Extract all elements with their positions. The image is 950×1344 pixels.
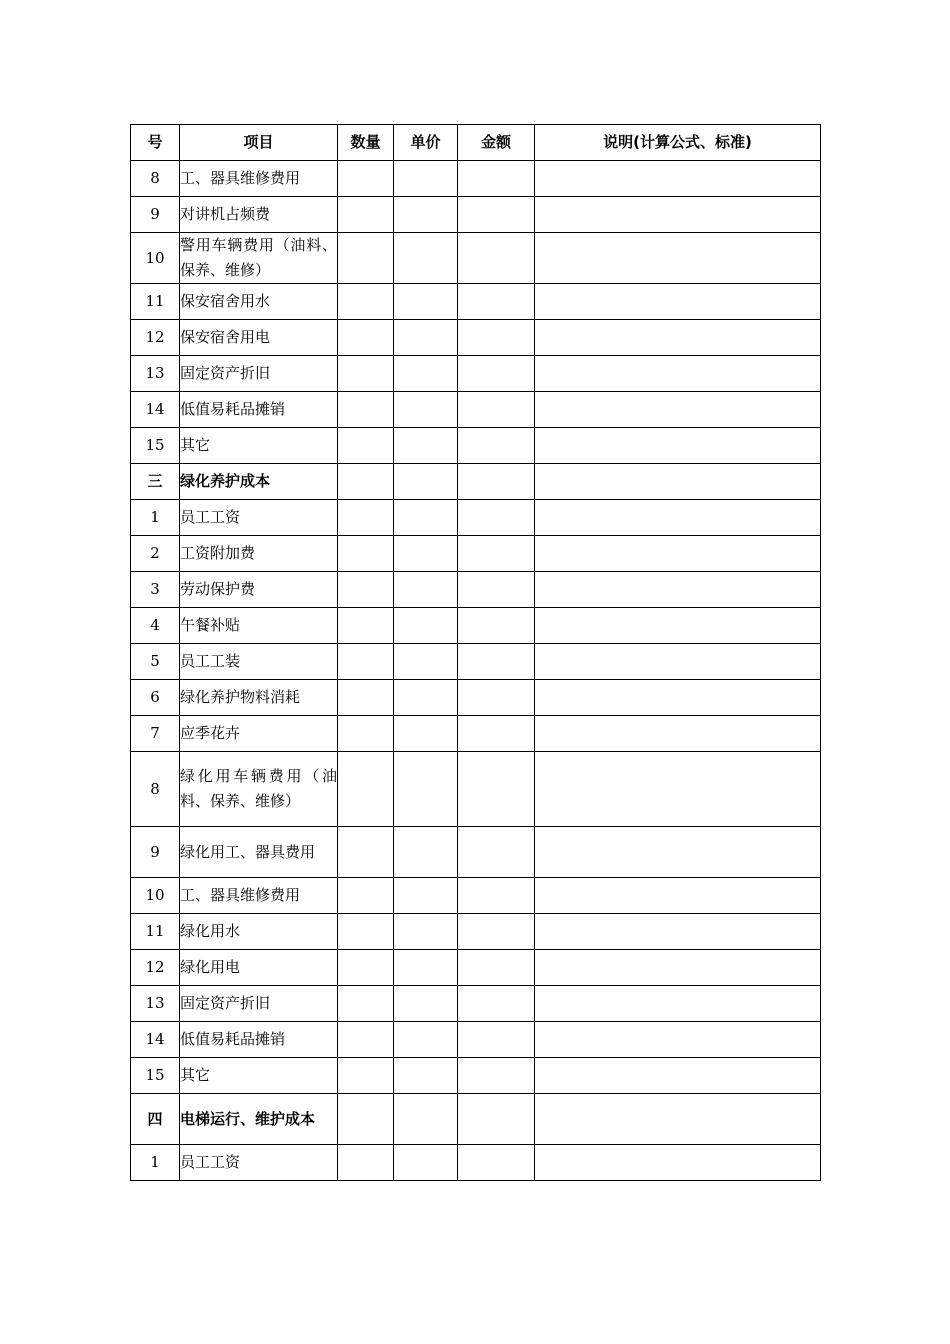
cell-note[interactable] — [535, 878, 821, 914]
cell-unit-price[interactable] — [394, 1058, 458, 1094]
cost-table — [130, 124, 821, 1181]
cell-note[interactable] — [535, 233, 821, 284]
table-row — [131, 572, 821, 608]
cell-note[interactable] — [535, 827, 821, 878]
cell-qty[interactable] — [338, 428, 394, 464]
cell-qty[interactable] — [338, 1094, 394, 1145]
cell-qty[interactable] — [338, 608, 394, 644]
row-item: 保安宿舍用电 — [180, 320, 338, 356]
cell-qty[interactable] — [338, 752, 394, 827]
row-no: 2 — [131, 536, 180, 572]
cell-unit-price[interactable] — [394, 536, 458, 572]
table-header-row — [131, 125, 821, 161]
cell-amount[interactable] — [458, 1094, 535, 1145]
section-row — [131, 1094, 821, 1145]
row-item: 工、器具维修费用 — [180, 878, 338, 914]
row-item: 固定资产折旧 — [180, 986, 338, 1022]
row-no: 13 — [131, 986, 180, 1022]
cell-unit-price[interactable] — [394, 716, 458, 752]
cell-unit-price[interactable] — [394, 1094, 458, 1145]
cell-unit-price[interactable] — [394, 644, 458, 680]
header-no: 号 — [131, 125, 180, 161]
cell-amount[interactable] — [458, 986, 535, 1022]
row-item: 劳动保护费 — [180, 572, 338, 608]
row-item: 低值易耗品摊销 — [180, 1022, 338, 1058]
cell-amount[interactable] — [458, 1058, 535, 1094]
row-no: 8 — [131, 752, 180, 827]
cell-qty[interactable] — [338, 464, 394, 500]
row-item: 员工工资 — [180, 1145, 338, 1181]
cell-unit-price[interactable] — [394, 986, 458, 1022]
header-qty: 数量 — [338, 125, 394, 161]
row-item: 员工工装 — [180, 644, 338, 680]
cell-qty[interactable] — [338, 986, 394, 1022]
cell-unit-price[interactable] — [394, 356, 458, 392]
cell-amount[interactable] — [458, 197, 535, 233]
header-amount: 金额 — [458, 125, 535, 161]
row-item: 固定资产折旧 — [180, 356, 338, 392]
table-row — [131, 1022, 821, 1058]
cell-qty[interactable] — [338, 161, 394, 197]
section-title: 绿化养护成本 — [180, 464, 338, 500]
cell-qty[interactable] — [338, 356, 394, 392]
table-row — [131, 644, 821, 680]
row-no: 12 — [131, 320, 180, 356]
cell-amount[interactable] — [458, 428, 535, 464]
table-row — [131, 284, 821, 320]
header-item: 项目 — [180, 125, 338, 161]
cell-unit-price[interactable] — [394, 284, 458, 320]
cell-unit-price[interactable] — [394, 1145, 458, 1181]
section-row — [131, 464, 821, 500]
cell-note[interactable] — [535, 320, 821, 356]
cell-note[interactable] — [535, 356, 821, 392]
cell-qty[interactable] — [338, 878, 394, 914]
cell-amount[interactable] — [458, 233, 535, 284]
cell-note[interactable] — [535, 161, 821, 197]
table-row — [131, 680, 821, 716]
row-no: 10 — [131, 233, 180, 284]
section-no: 四 — [131, 1094, 180, 1145]
row-item: 其它 — [180, 428, 338, 464]
cell-unit-price[interactable] — [394, 320, 458, 356]
cell-note[interactable] — [535, 914, 821, 950]
cell-unit-price[interactable] — [394, 233, 458, 284]
row-item: 警用车辆费用（油料、保养、维修） — [180, 233, 338, 284]
row-no: 10 — [131, 878, 180, 914]
row-item: 午餐补贴 — [180, 608, 338, 644]
cell-qty[interactable] — [338, 536, 394, 572]
cell-amount[interactable] — [458, 1022, 535, 1058]
table-row — [131, 197, 821, 233]
row-item: 低值易耗品摊销 — [180, 392, 338, 428]
cell-unit-price[interactable] — [394, 392, 458, 428]
cell-amount[interactable] — [458, 320, 535, 356]
cell-unit-price[interactable] — [394, 1022, 458, 1058]
table-row — [131, 827, 821, 878]
cell-note[interactable] — [535, 392, 821, 428]
cell-unit-price[interactable] — [394, 680, 458, 716]
row-item: 绿化用水 — [180, 914, 338, 950]
cell-amount[interactable] — [458, 572, 535, 608]
cell-note[interactable] — [535, 986, 821, 1022]
row-no: 14 — [131, 392, 180, 428]
cell-qty[interactable] — [338, 827, 394, 878]
cell-qty[interactable] — [338, 284, 394, 320]
cell-qty[interactable] — [338, 572, 394, 608]
row-no: 5 — [131, 644, 180, 680]
cell-qty[interactable] — [338, 1145, 394, 1181]
cell-qty[interactable] — [338, 320, 394, 356]
table-row — [131, 161, 821, 197]
cell-amount[interactable] — [458, 392, 535, 428]
cell-amount[interactable] — [458, 464, 535, 500]
cell-note[interactable] — [535, 1145, 821, 1181]
row-no: 9 — [131, 827, 180, 878]
cell-note[interactable] — [535, 644, 821, 680]
table-row — [131, 716, 821, 752]
cell-note[interactable] — [535, 284, 821, 320]
cell-qty[interactable] — [338, 914, 394, 950]
cell-unit-price[interactable] — [394, 500, 458, 536]
section-title: 电梯运行、维护成本 — [180, 1094, 338, 1145]
row-no: 1 — [131, 500, 180, 536]
cell-qty[interactable] — [338, 644, 394, 680]
cell-unit-price[interactable] — [394, 464, 458, 500]
row-item: 应季花卉 — [180, 716, 338, 752]
cell-qty[interactable] — [338, 716, 394, 752]
row-item: 工、器具维修费用 — [180, 161, 338, 197]
cell-note[interactable] — [535, 1094, 821, 1145]
cell-note[interactable] — [535, 1022, 821, 1058]
cell-note[interactable] — [535, 500, 821, 536]
cell-unit-price[interactable] — [394, 161, 458, 197]
cell-note[interactable] — [535, 428, 821, 464]
row-no: 7 — [131, 716, 180, 752]
cell-amount[interactable] — [458, 752, 535, 827]
row-item: 工资附加费 — [180, 536, 338, 572]
cell-amount[interactable] — [458, 500, 535, 536]
row-item: 绿化用电 — [180, 950, 338, 986]
table-row — [131, 233, 821, 284]
cell-unit-price[interactable] — [394, 752, 458, 827]
row-item: 保安宿舍用水 — [180, 284, 338, 320]
row-no: 11 — [131, 284, 180, 320]
row-no: 12 — [131, 950, 180, 986]
table-row — [131, 950, 821, 986]
cell-note[interactable] — [535, 464, 821, 500]
row-item: 对讲机占频费 — [180, 197, 338, 233]
cell-amount[interactable] — [458, 827, 535, 878]
row-no: 6 — [131, 680, 180, 716]
cell-unit-price[interactable] — [394, 950, 458, 986]
table-row — [131, 752, 821, 827]
row-no: 9 — [131, 197, 180, 233]
cell-note[interactable] — [535, 197, 821, 233]
cell-amount[interactable] — [458, 950, 535, 986]
table-row — [131, 428, 821, 464]
table-row — [131, 320, 821, 356]
cell-qty[interactable] — [338, 1058, 394, 1094]
row-no: 1 — [131, 1145, 180, 1181]
row-item: 员工工资 — [180, 500, 338, 536]
row-item: 绿化用车辆费用（油料、保养、维修） — [180, 752, 338, 827]
header-note: 说明(计算公式、标准) — [535, 125, 821, 161]
cell-amount[interactable] — [458, 914, 535, 950]
cell-amount[interactable] — [458, 644, 535, 680]
header-unit-price: 单价 — [394, 125, 458, 161]
row-no: 13 — [131, 356, 180, 392]
cell-amount[interactable] — [458, 284, 535, 320]
cell-amount[interactable] — [458, 536, 535, 572]
table-row — [131, 986, 821, 1022]
section-no: 三 — [131, 464, 180, 500]
cell-amount[interactable] — [458, 161, 535, 197]
cell-qty[interactable] — [338, 392, 394, 428]
row-item: 绿化用工、器具费用 — [180, 827, 338, 878]
cell-amount[interactable] — [458, 680, 535, 716]
table-row — [131, 500, 821, 536]
table-row — [131, 1145, 821, 1181]
cell-note[interactable] — [535, 680, 821, 716]
row-no: 14 — [131, 1022, 180, 1058]
table-row — [131, 1058, 821, 1094]
cell-note[interactable] — [535, 1058, 821, 1094]
cell-amount[interactable] — [458, 878, 535, 914]
cell-amount[interactable] — [458, 608, 535, 644]
cell-note[interactable] — [535, 716, 821, 752]
table-row — [131, 356, 821, 392]
cell-unit-price[interactable] — [394, 572, 458, 608]
cell-note[interactable] — [535, 950, 821, 986]
cell-note[interactable] — [535, 572, 821, 608]
row-no: 15 — [131, 1058, 180, 1094]
cell-note[interactable] — [535, 608, 821, 644]
row-item: 其它 — [180, 1058, 338, 1094]
cell-note[interactable] — [535, 536, 821, 572]
row-no: 8 — [131, 161, 180, 197]
cell-qty[interactable] — [338, 197, 394, 233]
cell-note[interactable] — [535, 752, 821, 827]
cell-amount[interactable] — [458, 1145, 535, 1181]
row-no: 15 — [131, 428, 180, 464]
cell-unit-price[interactable] — [394, 608, 458, 644]
table-row — [131, 914, 821, 950]
row-no: 11 — [131, 914, 180, 950]
cell-unit-price[interactable] — [394, 428, 458, 464]
cell-qty[interactable] — [338, 950, 394, 986]
row-item: 绿化养护物料消耗 — [180, 680, 338, 716]
cell-unit-price[interactable] — [394, 827, 458, 878]
cell-qty[interactable] — [338, 500, 394, 536]
cell-qty[interactable] — [338, 233, 394, 284]
table-row — [131, 608, 821, 644]
table-row — [131, 878, 821, 914]
cell-qty[interactable] — [338, 680, 394, 716]
cell-unit-price[interactable] — [394, 197, 458, 233]
table-row — [131, 392, 821, 428]
cell-amount[interactable] — [458, 716, 535, 752]
row-no: 4 — [131, 608, 180, 644]
cell-unit-price[interactable] — [394, 878, 458, 914]
cell-amount[interactable] — [458, 356, 535, 392]
cell-unit-price[interactable] — [394, 914, 458, 950]
table-row — [131, 536, 821, 572]
row-no: 3 — [131, 572, 180, 608]
cell-qty[interactable] — [338, 1022, 394, 1058]
